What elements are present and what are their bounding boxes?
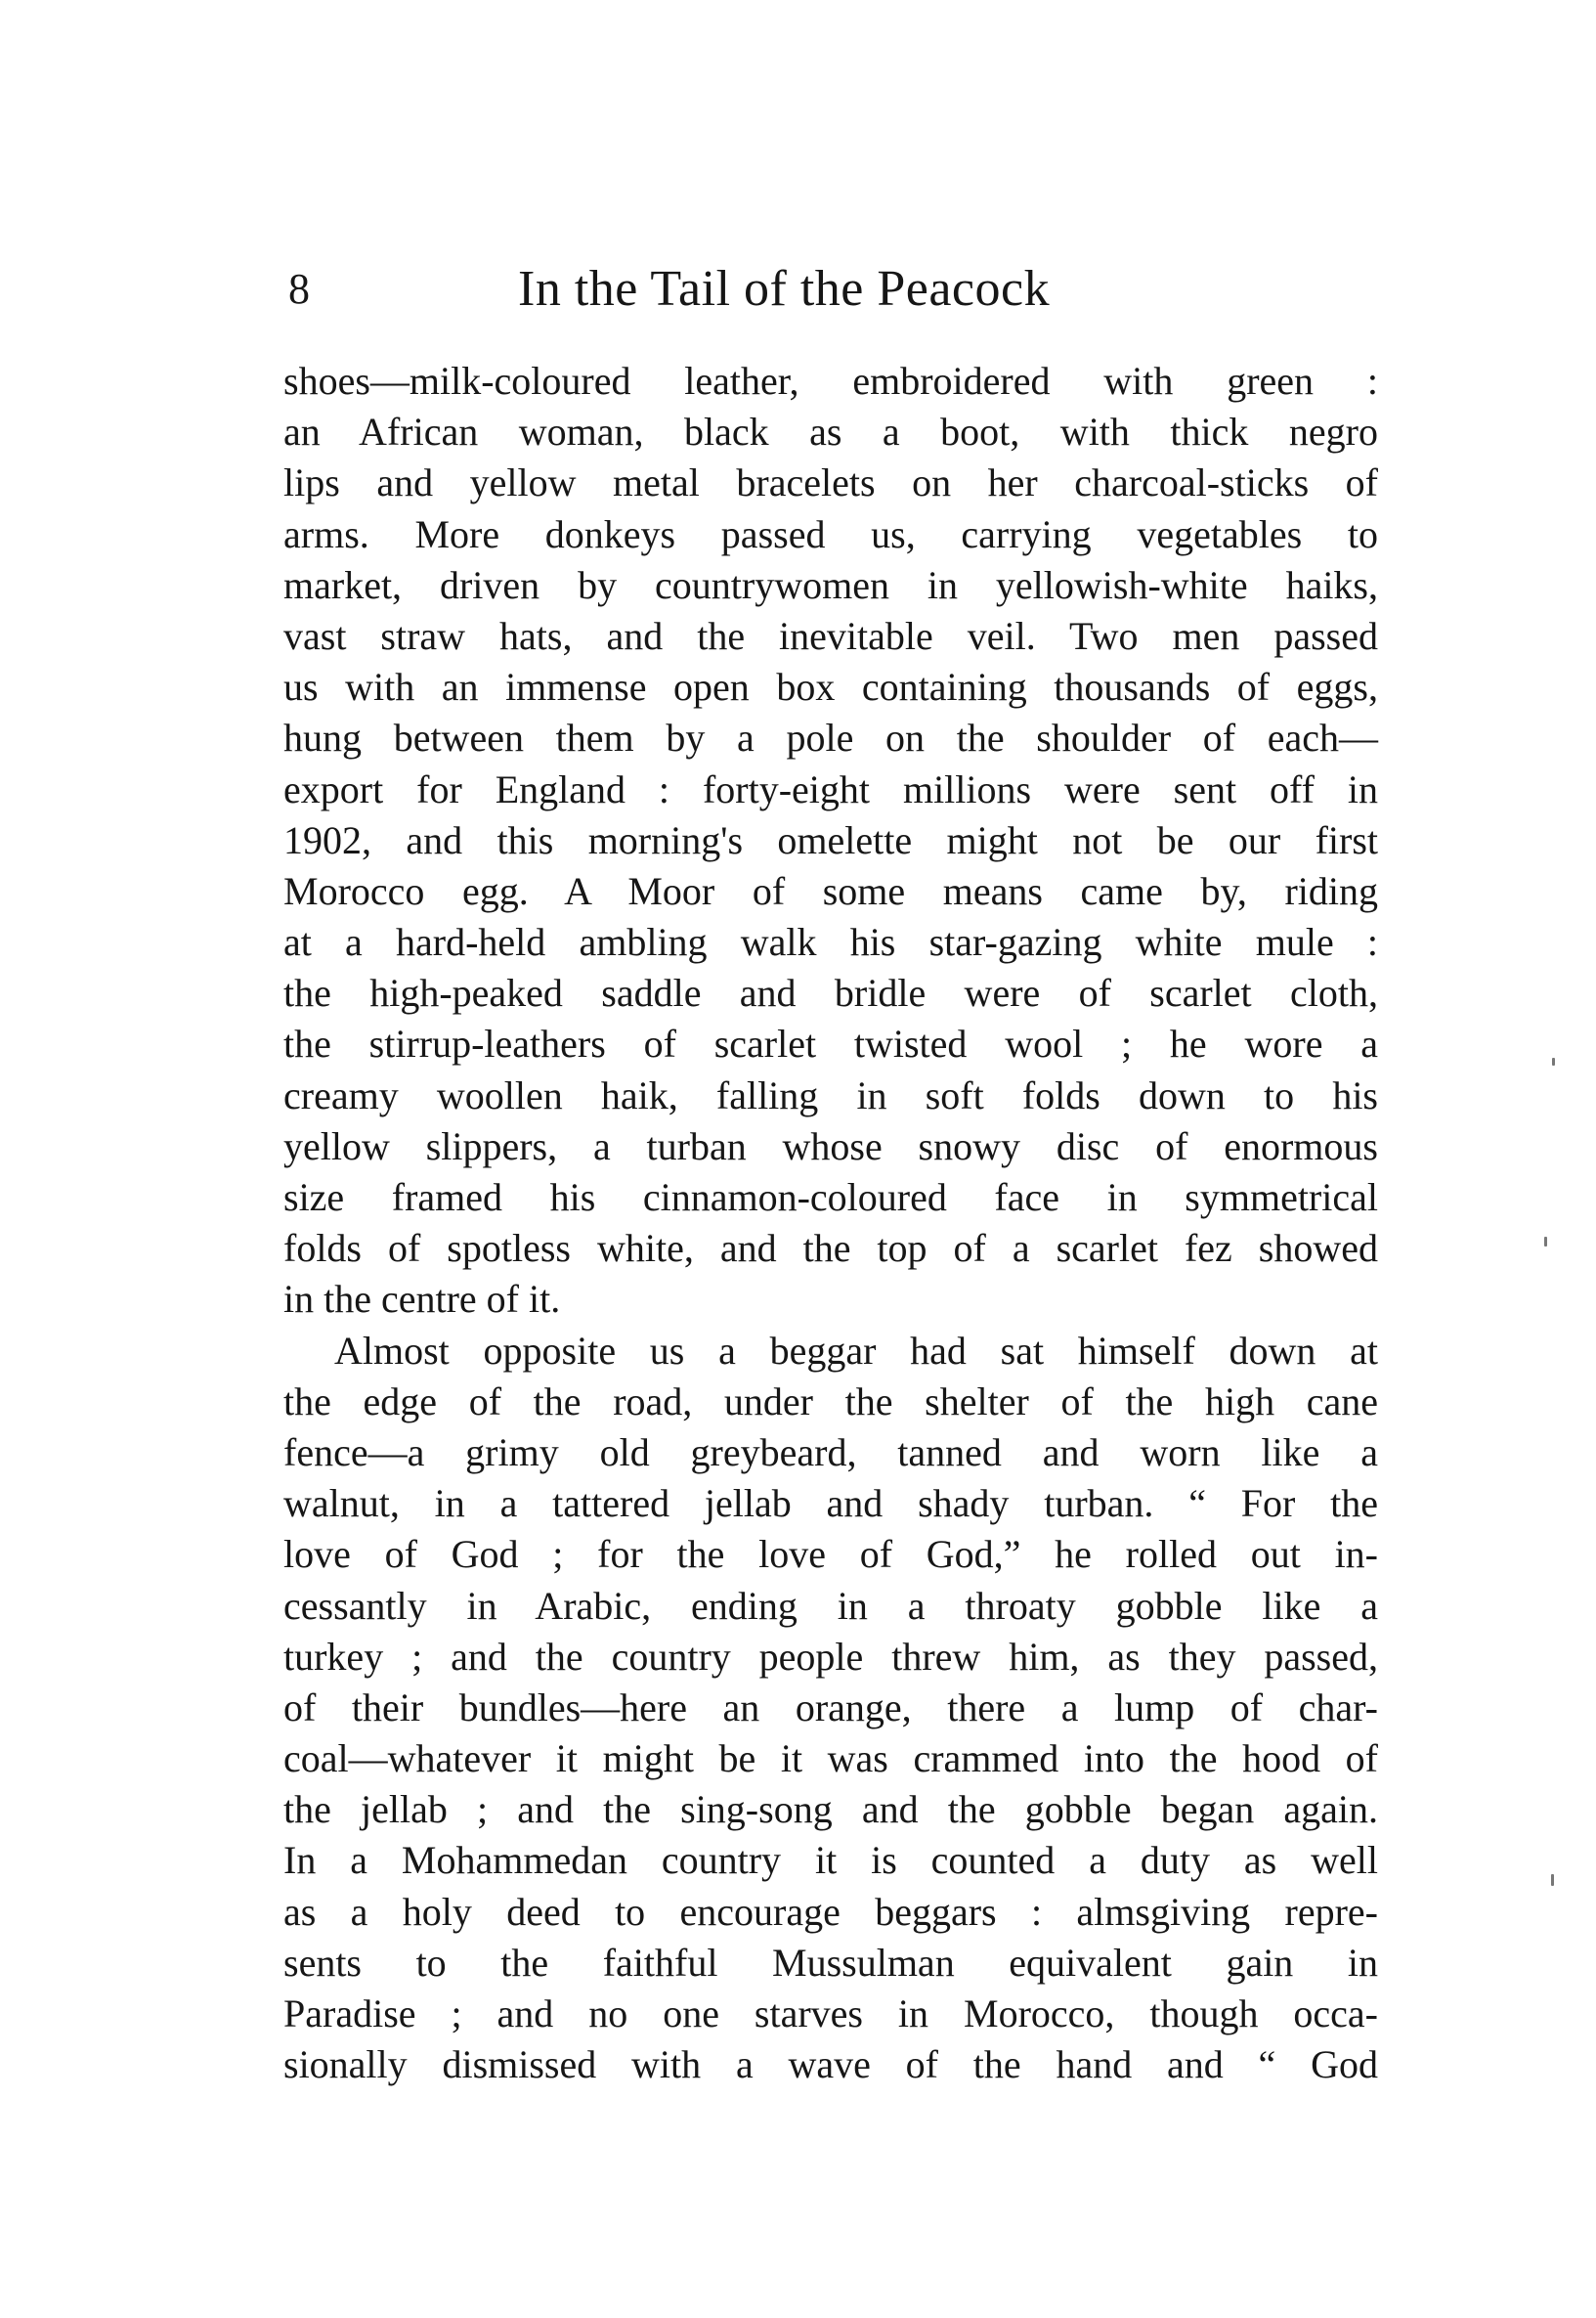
scan-speck [1544, 1237, 1547, 1246]
paragraph-1 [283, 356, 1378, 1326]
text-line: in the centre of it. [283, 1277, 561, 1322]
text-line: vast straw hats, and the inevitable veil. Two men passed [283, 613, 1378, 658]
text-line: size framed his cinnamon-coloured face in symmetrical [283, 1175, 1378, 1219]
text-line: lips and yellow metal bracelets on her charcoal-sticks of [283, 460, 1378, 505]
paragraph-2 [283, 1326, 1378, 2091]
text-line: the stirrup-leathers of scarlet twisted wool ; he wore a [283, 1022, 1378, 1067]
text-line: coal—whatever it might be it was crammed into the hood of [283, 1736, 1378, 1781]
running-title: In the Tail of the Peacock [518, 261, 1051, 317]
text-line: yellow slippers, a turban whose snowy disc of enormous [283, 1123, 1378, 1168]
text-line: an African woman, black as a boot, with thick negro [283, 410, 1378, 455]
text-line: sionally dismissed with a wave of the hand and “ God [283, 2042, 1378, 2087]
text-line: shoes—milk-coloured leather, embroidered with green : [283, 359, 1378, 403]
text-line: Morocco egg. A Moor of some means came by, riding [283, 868, 1378, 913]
text-line: export for England : forty-eight millions were sent off in [283, 766, 1378, 811]
text-line: the jellab ; and the sing-song and the gobble began again. [283, 1787, 1378, 1832]
text-line: Paradise ; and no one starves in Morocco, though occa- [283, 1991, 1378, 2035]
body-text [283, 356, 1378, 2090]
text-line: hung between them by a pole on the shoulder of each— [283, 716, 1378, 761]
text-line: as a holy deed to encourage beggars : almsgiving repre- [283, 1889, 1378, 1934]
page-number: 8 [288, 265, 310, 313]
text-line: walnut, in a tattered jellab and shady turban. “ For the [283, 1481, 1378, 1526]
text-line: turkey ; and the country people threw him, as they passed, [283, 1634, 1378, 1679]
text-line: arms. More donkeys passed us, carrying vegetables to [283, 511, 1378, 556]
text-line: creamy woollen haik, falling in soft folds down to his [283, 1072, 1378, 1117]
text-line: Almost opposite us a beggar had sat himself down at [334, 1328, 1378, 1373]
text-line: the high-peaked saddle and bridle were of scarlet cloth, [283, 971, 1378, 1016]
text-line: 1902, and this morning's omelette might not be our first [283, 817, 1378, 862]
text-line: sents to the faithful Mussulman equivalent gain in [283, 1940, 1378, 1985]
text-line: the edge of the road, under the shelter of the high cane [283, 1378, 1378, 1423]
text-line: at a hard-held ambling walk his star-gazing white mule : [283, 920, 1378, 965]
text-line: market, driven by countrywomen in yellowish-white haiks, [283, 562, 1378, 607]
text-line: fence—a grimy old greybeard, tanned and worn like a [283, 1429, 1378, 1474]
text-line: In a Mohammedan country it is counted a duty as well [283, 1838, 1378, 1883]
text-line: love of God ; for the love of God,” he rolled out in- [283, 1532, 1378, 1577]
scan-speck [1552, 1058, 1555, 1066]
text-line: cessantly in Arabic, ending in a throaty gobble like a [283, 1583, 1378, 1628]
text-line: folds of spotless white, and the top of a scarlet fez showed [283, 1226, 1378, 1271]
text-line: us with an immense open box containing thousands of eggs, [283, 665, 1378, 710]
scan-speck [1551, 1874, 1554, 1886]
text-line: of their bundles—here an orange, there a lump of char- [283, 1684, 1378, 1729]
